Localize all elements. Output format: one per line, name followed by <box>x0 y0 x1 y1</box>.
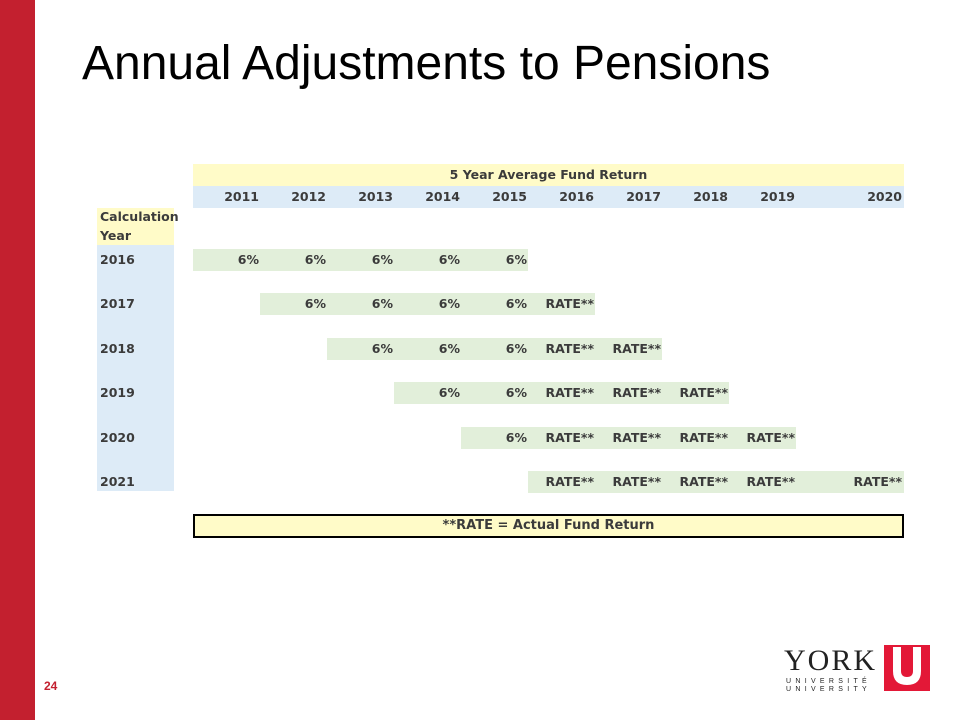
table-cell: 6% <box>438 341 460 356</box>
column-header-2015: 2015 <box>492 189 527 204</box>
table-cell: RATE** <box>679 430 728 445</box>
column-header-2016: 2016 <box>559 189 594 204</box>
table-cell: 6% <box>438 252 460 267</box>
column-header-2012: 2012 <box>291 189 326 204</box>
table-cell: RATE** <box>545 341 594 356</box>
table-cell: 6% <box>505 252 527 267</box>
york-u-logo-icon <box>884 645 930 691</box>
row-header-label-line1: Calculation <box>100 209 179 224</box>
row-year-2021: 2021 <box>100 474 135 489</box>
table-cell: 6% <box>505 296 527 311</box>
footnote-rate-definition: **RATE = Actual Fund Return <box>193 514 904 538</box>
table-cell: 6% <box>371 341 393 356</box>
row-year-2019: 2019 <box>100 385 135 400</box>
table-cell: RATE** <box>612 341 661 356</box>
table-cell: 6% <box>438 296 460 311</box>
column-header-2018: 2018 <box>693 189 728 204</box>
table-cell: RATE** <box>545 296 594 311</box>
table-cell: RATE** <box>612 385 661 400</box>
row-year-2016: 2016 <box>100 252 135 267</box>
table-cell: RATE** <box>545 385 594 400</box>
table-cell: RATE** <box>679 385 728 400</box>
table-cell: RATE** <box>612 430 661 445</box>
table-cell: 6% <box>371 252 393 267</box>
column-header-2020: 2020 <box>867 189 902 204</box>
column-header-2019: 2019 <box>760 189 795 204</box>
table-cell: RATE** <box>545 430 594 445</box>
table-cell: 6% <box>304 296 326 311</box>
column-header-2017: 2017 <box>626 189 661 204</box>
table-cell: RATE** <box>853 474 902 489</box>
row-year-2020: 2020 <box>100 430 135 445</box>
table-cell: RATE** <box>679 474 728 489</box>
table-cell: 6% <box>237 252 259 267</box>
table-cell: RATE** <box>746 474 795 489</box>
logo-wordmark: YORK <box>784 644 878 677</box>
column-header-2013: 2013 <box>358 189 393 204</box>
table-cell: 6% <box>304 252 326 267</box>
row-header-band <box>97 245 174 491</box>
table-cell: RATE** <box>545 474 594 489</box>
slide-title: Annual Adjustments to Pensions <box>82 37 771 90</box>
row-header-label-line2: Year <box>100 228 131 243</box>
table-cell: 6% <box>505 341 527 356</box>
column-header-2011: 2011 <box>224 189 259 204</box>
table-cell: 6% <box>371 296 393 311</box>
logo-line-university: UNIVERSITY <box>786 686 872 693</box>
table-cell: RATE** <box>746 430 795 445</box>
table-cell: 6% <box>505 430 527 445</box>
group-header: 5 Year Average Fund Return <box>449 167 648 182</box>
page-number: 24 <box>44 679 58 693</box>
table-cell: RATE** <box>612 474 661 489</box>
table-cell: 6% <box>505 385 527 400</box>
logo-line-universite: UNIVERSITÉ <box>786 678 872 685</box>
york-university-logo <box>784 645 934 693</box>
table-cell: 6% <box>438 385 460 400</box>
row-year-2018: 2018 <box>100 341 135 356</box>
column-header-2014: 2014 <box>425 189 460 204</box>
row-year-2017: 2017 <box>100 296 135 311</box>
